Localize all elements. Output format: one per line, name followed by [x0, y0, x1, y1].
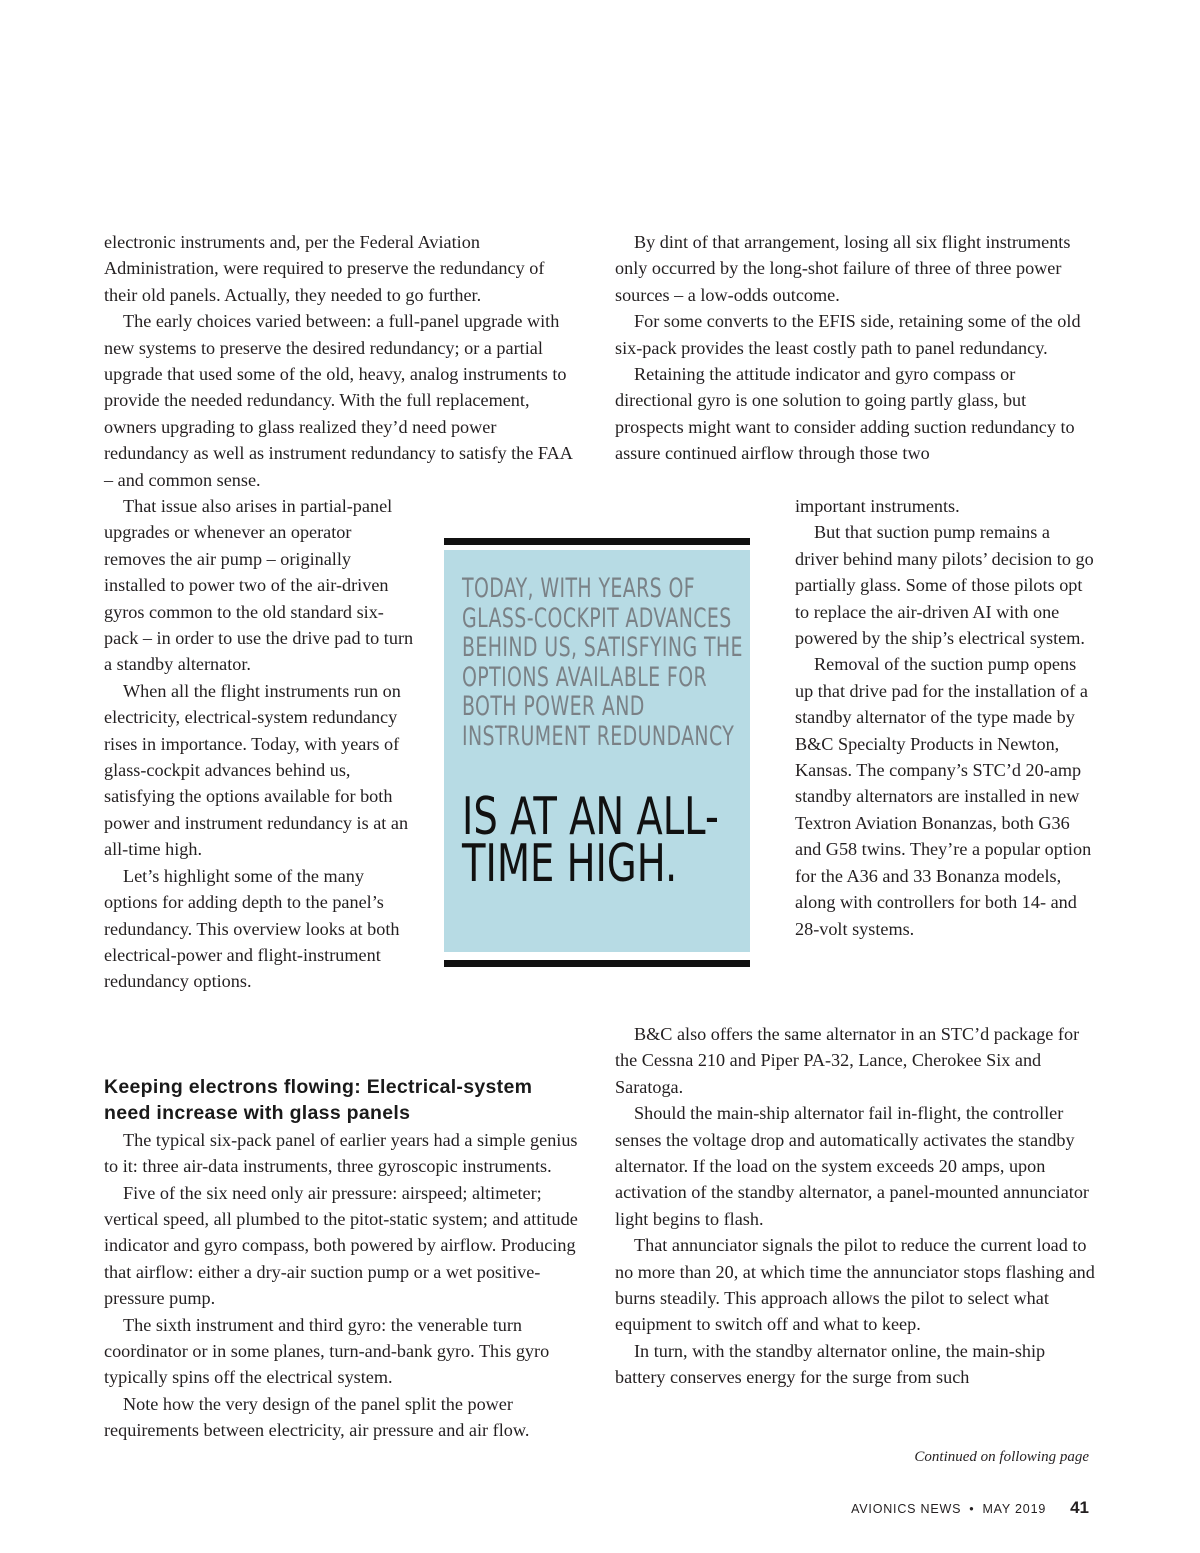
body-paragraph: Five of the six need only air pressure: airspeed; altimeter; vertical speed, all plumbed to the pitot-static system; and attitude indicator and gyro compass, both powered by airflow. Producing that airflow: either a dry-air suction pump or a wet positive-pressure pump. [104, 1182, 578, 1309]
body-paragraph: The early choices varied between: a full-panel upgrade with new systems to preserve the desired redundancy; or a partial upgrade that used some of the old, heavy, analog instruments to provide the needed redundancy. With the full replacement, owners upgrading to glass realized they’d need power redundancy as well as instrument redundancy to satisfy the FAA – and common sense. [104, 311, 572, 490]
pull-quote-bottom-rule [444, 960, 750, 967]
body-paragraph: That annunciator signals the pilot to reduce the current load to no more than 20, at which time the annunciator stops flashing and burns steadily. This approach allows the pilot to select what equipment to switch off and what to keep. [615, 1235, 1095, 1335]
body-paragraph: Note how the very design of the panel split the power requirements between electricity, air pressure and air flow. [104, 1393, 530, 1441]
left-column-top [104, 229, 578, 493]
right-column-bottom [615, 1021, 1095, 1391]
issue-date: MAY 2019 [982, 1502, 1047, 1516]
body-paragraph: In turn, with the standby alternator online, the main-ship battery conserves energy for the surge from such [615, 1340, 1046, 1388]
right-column-top [615, 229, 1095, 467]
pull-quote [444, 538, 750, 967]
body-paragraph: The typical six-pack panel of earlier years had a simple genius to it: three air-data instruments, three gyroscopic instruments. [104, 1129, 578, 1177]
pull-quote-emphasis: IS AT AN ALL-TIME HIGH. [462, 787, 719, 894]
pull-quote-lead: TODAY, WITH YEARS OF GLASS-COCKPIT ADVANCES BEHIND US, SATISFYING THE OPTIONS AVAILABLE FOR BOTH POWER AND INSTRUMENT REDUNDANCY [462, 573, 743, 752]
body-paragraph: Let’s highlight some of the many options for adding depth to the panel’s redundancy. This overview looks at both electrical-power and flight-instrument redundancy options. [104, 865, 400, 992]
page-footer [851, 1498, 1089, 1518]
page-number: 41 [1070, 1498, 1089, 1517]
right-column-wrap [795, 493, 1095, 942]
pull-quote-top-rule [444, 538, 750, 545]
footer-bullet: • [969, 1502, 975, 1516]
body-paragraph: B&C also offers the same alternator in an STC’d package for the Cessna 210 and Piper PA-32, Lance, Cherokee Six and Saratoga. [615, 1024, 1080, 1097]
body-paragraph: Retaining the attitude indicator and gyro compass or directional gyro is one solution to going partly glass, but prospects might want to consider adding suction redundancy to assure continued airflow through those two [615, 364, 1075, 464]
publication-name: AVIONICS NEWS [851, 1502, 962, 1516]
body-paragraph: That issue also arises in partial-panel upgrades or whenever an operator removes the air pump – originally installed to power two of the air-driven gyros common to the old standard six-pack – in order to use the drive pad to turn a standby alternator. [104, 496, 414, 675]
left-column-bottom [104, 1074, 578, 1444]
continued-note: Continued on following page [914, 1449, 1089, 1465]
body-paragraph: Should the main-ship alternator fail in-flight, the controller senses the voltage drop and automatically activates the standby alternator. If the load on the system exceeds 20 amps, upon activation of the standby alternator, a panel-mounted annunciator light begins to flash. [615, 1103, 1089, 1229]
body-paragraph: When all the flight instruments run on electricity, electrical-system redundancy rises in importance. Today, with years of glass-cockpit advances behind us, satisfying the options available for both power and instrument redundancy is at an all-time high. [104, 680, 409, 860]
body-paragraph: Removal of the suction pump opens up that drive pad for the installation of a standby alternator of the type made by B&C Specialty Products in Newton, Kansas. The company’s STC’d 20-amp standby alternators are installed in new Textron Aviation Bonanzas, both G36 and G58 twins. They’re a popular option for the A36 and 33 Bonanza models, along with controllers for both 14- and 28-volt systems. [795, 654, 1092, 939]
body-paragraph: The sixth instrument and third gyro: the venerable turn coordinator or in some planes, turn-and-bank gyro. This gyro typically spins off the electrical system. [104, 1314, 550, 1388]
body-paragraph: electronic instruments and, per the Federal Aviation Administration, were required to preserve the redundancy of their old panels. Actually, they needed to go further. [104, 232, 545, 305]
body-paragraph-continuation: important instruments. [795, 496, 960, 516]
left-column-wrap [104, 493, 416, 995]
section-subhead: Keeping electrons flowing: Electrical-system need increase with glass panels [104, 1076, 533, 1125]
body-paragraph: For some converts to the EFIS side, retaining some of the old six-pack provides the least costly path to panel redundancy. [615, 311, 1081, 358]
body-paragraph: By dint of that arrangement, losing all six flight instruments only occurred by the long-shot failure of three of three power sources – a low-odds outcome. [615, 232, 1071, 305]
body-paragraph: But that suction pump remains a driver behind many pilots’ decision to go partially glass. Some of those pilots opt to replace the air-driven AI with one powered by the ship’s electrical system. [795, 522, 1094, 649]
